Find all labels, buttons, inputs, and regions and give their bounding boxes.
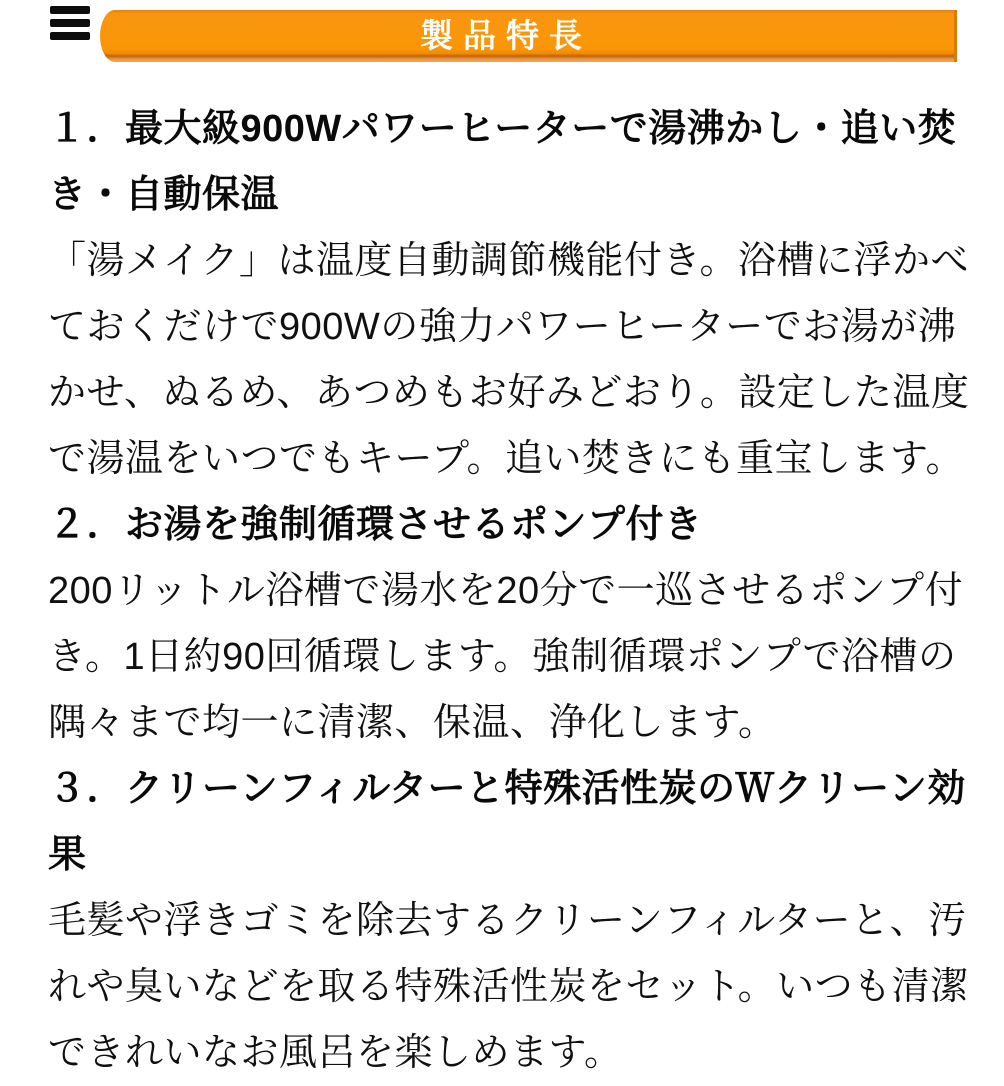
- feature-2-body-line: き。1日約90回循環します。強制循環ポンプで浴槽の: [48, 636, 957, 678]
- section-banner: [100, 10, 957, 62]
- feature-3-body-line: 毛髪や浮きゴミを除去するクリーンフィルターと、汚: [48, 900, 967, 942]
- feature-2-heading-line: ２．お湯を強制循環させるポンプ付き: [48, 504, 703, 546]
- hamburger-icon: [50, 32, 90, 40]
- feature-1-body-line: 「湯メイク」は温度自動調節機能付き。浴槽に浮かべ: [48, 240, 969, 282]
- feature-3-heading-line: 果: [48, 834, 87, 876]
- banner-title: 製品特長: [420, 17, 592, 54]
- hamburger-menu-button[interactable]: [50, 6, 90, 40]
- hamburger-icon: [50, 6, 90, 14]
- feature-list: [0, 96, 1004, 1086]
- feature-3-heading-line: ３．クリーンフィルターと特殊活性炭のＷクリーン効: [48, 768, 966, 810]
- feature-1-heading-line: き・自動保温: [48, 174, 280, 216]
- hamburger-icon: [50, 19, 90, 27]
- feature-2-body-line: 200リットル浴槽で湯水を20分で一巡させるポンプ付: [48, 570, 964, 612]
- feature-1-body-line: かせ、ぬるめ、あつめもお好みどおり。設定した温度: [48, 372, 970, 414]
- feature-2-body-line: 隅々まで均一に清潔、保温、浄化します。: [48, 702, 777, 744]
- feature-3-body-line: できれいなお風呂を楽しめます。: [48, 1032, 623, 1074]
- feature-1-heading-line: １．最大級900Wパワーヒーターで湯沸かし・追い焚: [48, 108, 957, 150]
- feature-3-body-line: れや臭いなどを取る特殊活性炭をセット。いつも清潔: [48, 966, 969, 1008]
- feature-1-body-line: ておくだけで900Wの強力パワーヒーターでお湯が沸: [48, 306, 957, 348]
- feature-1-body-line: で湯温をいつでもキープ。追い焚きにも重宝します。: [48, 438, 965, 480]
